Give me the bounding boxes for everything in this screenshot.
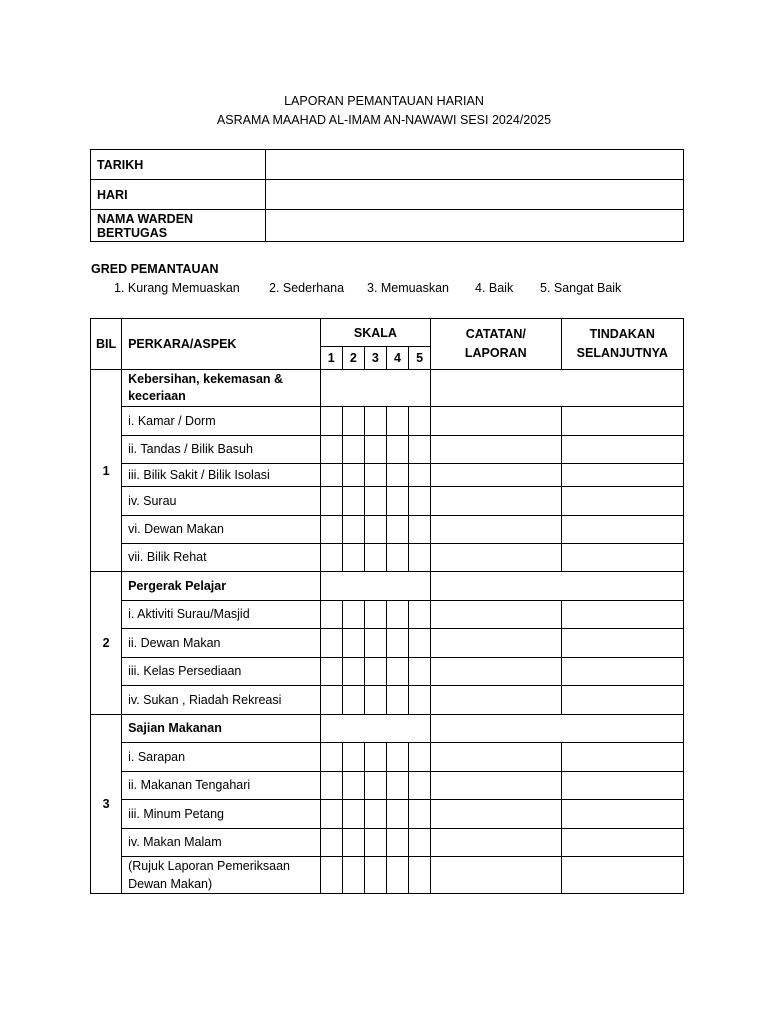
scale-cell-4[interactable] [386, 487, 408, 516]
section-number: 1 [91, 370, 122, 572]
scale-cell-5[interactable] [408, 487, 430, 516]
scale-cell-2[interactable] [342, 829, 364, 857]
scale-cell-4[interactable] [386, 800, 408, 829]
report-subtitle: ASRAMA MAAHAD AL-IMAM AN-NAWAWI SESI 2024/2025 [216, 113, 552, 127]
scale-cell-1[interactable] [320, 601, 342, 629]
scale-cell-1[interactable] [320, 743, 342, 772]
info-field-tarikh[interactable] [266, 150, 684, 180]
catatan-cell[interactable] [431, 464, 561, 487]
section-title-row [91, 370, 684, 407]
tindakan-cell[interactable] [561, 436, 683, 464]
scale-cell-3[interactable] [364, 464, 386, 487]
aspect-label: ii. Tandas / Bilik Basuh [122, 436, 321, 464]
table-row [91, 743, 684, 772]
scale-cell-4[interactable] [386, 686, 408, 715]
tindakan-cell[interactable] [561, 658, 683, 686]
gred-item-5: 5. Sangat Baik [540, 281, 622, 295]
scale-cell-2[interactable] [342, 487, 364, 516]
gred-heading: GRED PEMANTAUAN [91, 262, 219, 276]
table-row [91, 658, 684, 686]
table-row [91, 544, 684, 572]
header-bil: BIL [91, 319, 122, 370]
catatan-cell[interactable] [431, 800, 561, 829]
aspect-label: iii. Kelas Persediaan [122, 658, 321, 686]
section-notes-blank [431, 370, 684, 407]
header-catatan: CATATAN/ LAPORAN [431, 319, 561, 370]
scale-cell-4[interactable] [386, 436, 408, 464]
aspect-label: vi. Dewan Makan [122, 516, 321, 544]
header-perkara: PERKARA/ASPEK [122, 319, 321, 370]
tindakan-cell[interactable] [561, 800, 683, 829]
scale-cell-5[interactable] [408, 772, 430, 800]
scale-cell-4[interactable] [386, 857, 408, 894]
scale-cell-3[interactable] [364, 601, 386, 629]
catatan-cell[interactable] [431, 436, 561, 464]
catatan-cell[interactable] [431, 516, 561, 544]
scale-cell-4[interactable] [386, 407, 408, 436]
scale-cell-3[interactable] [364, 857, 386, 894]
table-row [91, 601, 684, 629]
section-number: 2 [91, 572, 122, 715]
scale-cell-1[interactable] [320, 516, 342, 544]
section-title: Pergerak Pelajar [122, 572, 321, 601]
scale-cell-5[interactable] [408, 743, 430, 772]
tindakan-cell[interactable] [561, 407, 683, 436]
scale-cell-4[interactable] [386, 658, 408, 686]
header-skala: SKALA [320, 319, 430, 347]
section-notes-blank [431, 715, 684, 743]
section-scale-blank [320, 370, 430, 407]
report-title: LAPORAN PEMANTAUAN HARIAN [284, 94, 484, 108]
aspect-label: i. Sarapan [122, 743, 321, 772]
table-row [91, 464, 684, 487]
scale-cell-1[interactable] [320, 800, 342, 829]
scale-cell-1[interactable] [320, 658, 342, 686]
aspect-label: vii. Bilik Rehat [122, 544, 321, 572]
scale-cell-4[interactable] [386, 772, 408, 800]
aspect-label: ii. Makanan Tengahari [122, 772, 321, 800]
catatan-cell[interactable] [431, 601, 561, 629]
scale-cell-4[interactable] [386, 601, 408, 629]
scale-cell-3[interactable] [364, 743, 386, 772]
scale-header-1: 1 [320, 347, 342, 370]
scale-cell-5[interactable] [408, 800, 430, 829]
info-field-hari[interactable] [266, 180, 684, 210]
catatan-cell[interactable] [431, 772, 561, 800]
scale-cell-5[interactable] [408, 464, 430, 487]
scale-cell-2[interactable] [342, 516, 364, 544]
monitoring-table [90, 318, 684, 894]
scale-cell-3[interactable] [364, 800, 386, 829]
scale-cell-1[interactable] [320, 857, 342, 894]
scale-cell-1[interactable] [320, 464, 342, 487]
info-row-hari [91, 180, 684, 210]
scale-cell-5[interactable] [408, 601, 430, 629]
catatan-cell[interactable] [431, 686, 561, 715]
gred-item-1: 1. Kurang Memuaskan [114, 281, 240, 295]
tindakan-cell[interactable] [561, 464, 683, 487]
scale-cell-1[interactable] [320, 829, 342, 857]
aspect-label: i. Aktiviti Surau/Masjid [122, 601, 321, 629]
gred-item-3: 3. Memuaskan [367, 281, 449, 295]
info-label-hari: HARI [91, 180, 266, 210]
info-label-tarikh: TARIKH [91, 150, 266, 180]
section-title-row [91, 572, 684, 601]
scale-cell-3[interactable] [364, 686, 386, 715]
scale-cell-2[interactable] [342, 436, 364, 464]
info-row-warden [91, 210, 684, 242]
section-number: 3 [91, 715, 122, 894]
scale-cell-2[interactable] [342, 857, 364, 894]
scale-cell-4[interactable] [386, 743, 408, 772]
table-row [91, 829, 684, 857]
info-table [90, 149, 684, 242]
header-tindakan: TINDAKAN SELANJUTNYA [561, 319, 683, 370]
scale-cell-3[interactable] [364, 436, 386, 464]
catatan-cell[interactable] [431, 487, 561, 516]
catatan-cell[interactable] [431, 544, 561, 572]
section-scale-blank [320, 572, 430, 601]
scale-cell-5[interactable] [408, 544, 430, 572]
scale-cell-2[interactable] [342, 601, 364, 629]
scale-cell-5[interactable] [408, 436, 430, 464]
scale-header-4: 4 [386, 347, 408, 370]
scale-cell-3[interactable] [364, 829, 386, 857]
tindakan-cell[interactable] [561, 601, 683, 629]
scale-cell-5[interactable] [408, 516, 430, 544]
header-row-1 [91, 319, 684, 347]
section-title: Kebersihan, kekemasan & keceriaan [122, 370, 321, 407]
scale-cell-1[interactable] [320, 487, 342, 516]
scale-cell-1[interactable] [320, 544, 342, 572]
scale-cell-5[interactable] [408, 629, 430, 658]
scale-cell-5[interactable] [408, 658, 430, 686]
tindakan-cell[interactable] [561, 487, 683, 516]
info-field-warden[interactable] [266, 210, 684, 242]
scale-cell-3[interactable] [364, 772, 386, 800]
aspect-label: ii. Dewan Makan [122, 629, 321, 658]
scale-cell-1[interactable] [320, 772, 342, 800]
aspect-label: iv. Makan Malam [122, 829, 321, 857]
tindakan-cell[interactable] [561, 629, 683, 658]
scale-cell-2[interactable] [342, 772, 364, 800]
scale-cell-4[interactable] [386, 544, 408, 572]
scale-cell-1[interactable] [320, 629, 342, 658]
tindakan-cell[interactable] [561, 743, 683, 772]
tindakan-cell[interactable] [561, 829, 683, 857]
scale-header-2: 2 [342, 347, 364, 370]
scale-cell-4[interactable] [386, 829, 408, 857]
scale-cell-3[interactable] [364, 516, 386, 544]
section-title: Sajian Makanan [122, 715, 321, 743]
table-row [91, 487, 684, 516]
scale-header-5: 5 [408, 347, 430, 370]
catatan-cell[interactable] [431, 658, 561, 686]
scale-cell-3[interactable] [364, 658, 386, 686]
catatan-cell[interactable] [431, 743, 561, 772]
scale-cell-2[interactable] [342, 629, 364, 658]
scale-cell-2[interactable] [342, 464, 364, 487]
scale-header-3: 3 [364, 347, 386, 370]
scale-cell-3[interactable] [364, 407, 386, 436]
catatan-cell[interactable] [431, 629, 561, 658]
aspect-label: iv. Sukan , Riadah Rekreasi [122, 686, 321, 715]
scale-cell-5[interactable] [408, 829, 430, 857]
section-notes-blank [431, 572, 684, 601]
gred-item-4: 4. Baik [475, 281, 514, 295]
scale-cell-3[interactable] [364, 629, 386, 658]
scale-cell-2[interactable] [342, 407, 364, 436]
aspect-label: iii. Bilik Sakit / Bilik Isolasi [122, 464, 321, 487]
scale-cell-2[interactable] [342, 743, 364, 772]
aspect-label: iii. Minum Petang [122, 800, 321, 829]
scale-cell-4[interactable] [386, 464, 408, 487]
scale-cell-3[interactable] [364, 487, 386, 516]
tindakan-cell[interactable] [561, 772, 683, 800]
tindakan-cell[interactable] [561, 516, 683, 544]
scale-cell-2[interactable] [342, 686, 364, 715]
info-label-warden: NAMA WARDEN BERTUGAS [91, 210, 266, 242]
scale-cell-1[interactable] [320, 407, 342, 436]
gred-item-2: 2. Sederhana [269, 281, 345, 295]
scale-cell-3[interactable] [364, 544, 386, 572]
table-row [91, 772, 684, 800]
scale-cell-5[interactable] [408, 686, 430, 715]
table-row [91, 516, 684, 544]
info-row-tarikh [91, 150, 684, 180]
table-row [91, 800, 684, 829]
scale-cell-2[interactable] [342, 544, 364, 572]
scale-cell-2[interactable] [342, 658, 364, 686]
table-row [91, 857, 684, 894]
tindakan-cell[interactable] [561, 857, 683, 894]
scale-cell-5[interactable] [408, 407, 430, 436]
section-scale-blank [320, 715, 430, 743]
table-row [91, 629, 684, 658]
aspect-label: i. Kamar / Dorm [122, 407, 321, 436]
tindakan-cell[interactable] [561, 686, 683, 715]
table-row [91, 407, 684, 436]
catatan-cell[interactable] [431, 407, 561, 436]
tindakan-cell[interactable] [561, 544, 683, 572]
aspect-label: iv. Surau [122, 487, 321, 516]
table-row [91, 686, 684, 715]
scale-cell-1[interactable] [320, 436, 342, 464]
aspect-label: (Rujuk Laporan Pemeriksaan Dewan Makan) [122, 857, 321, 894]
catatan-cell[interactable] [431, 857, 561, 894]
catatan-cell[interactable] [431, 829, 561, 857]
section-title-row [91, 715, 684, 743]
scale-cell-2[interactable] [342, 800, 364, 829]
scale-cell-4[interactable] [386, 516, 408, 544]
scale-cell-4[interactable] [386, 629, 408, 658]
scale-cell-5[interactable] [408, 857, 430, 894]
scale-cell-1[interactable] [320, 686, 342, 715]
table-row [91, 436, 684, 464]
